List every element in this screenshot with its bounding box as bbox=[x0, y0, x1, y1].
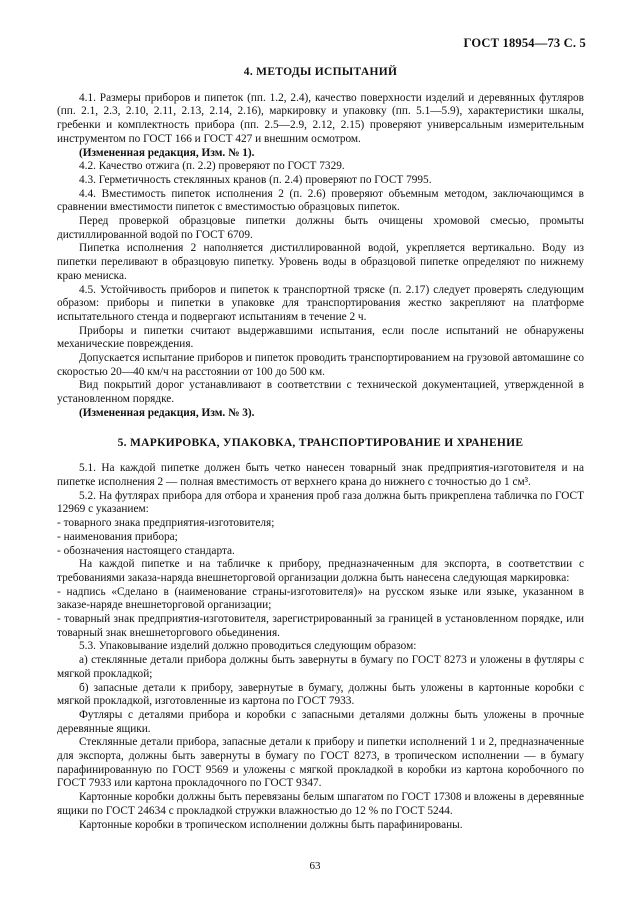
page-header: ГОСТ 18954—73 С. 5 bbox=[463, 36, 586, 50]
page-number: 63 bbox=[309, 860, 321, 872]
revision-note: (Измененная редакция, Изм. № 3). bbox=[79, 406, 255, 419]
paragraph: 5.2. На футлярах прибора для отбора и хранения проб газа должна быть прикреплена табличка по ГОСТ 12969 с указанием: bbox=[57, 489, 584, 516]
paragraph: Перед проверкой образцовые пипетки должны быть очищены хромовой смесью, промыты дистиллированной водой по ГОСТ 6709. bbox=[57, 215, 584, 241]
revision-note: (Измененная редакция, Изм. № 1). bbox=[79, 146, 255, 159]
paragraph: б) запасные детали к прибору, завернутые в бумагу, должны быть уложены в картонные коробки с мягкой прокладкой, изготовленные из картона по ГОСТ 7933. bbox=[57, 681, 584, 708]
paragraph: Допускается испытание приборов и пипеток проводить транспортированием на грузовой автомашине со скоростью 20—40 км/ч на расстоянии от 100 до 500 км. bbox=[57, 352, 584, 378]
paragraph: 4.5. Устойчивость приборов и пипеток к транспортной тряске (п. 2.17) следует проверять следующим образом: приборы и пипетки в упаковке для транспортирования жестко закрепляют на платформе испытательного стенда и подвергают испытаниям в течение 2 ч. bbox=[57, 283, 584, 323]
paragraph: Картонные коробки в тропическом исполнении должны быть парафинированы. bbox=[79, 818, 463, 831]
list-item: - надпись «Сделано в (наименование страны-изготовителя)» на русском языке или языке, указанном в заказе-наряде внешнеторговой организации; bbox=[57, 585, 584, 612]
section-4-title: 4. МЕТОДЫ ИСПЫТАНИЙ bbox=[243, 66, 398, 78]
list-item: - обозначения настоящего стандарта. bbox=[57, 544, 235, 557]
paragraph: Картонные коробки должны быть перевязаны белым шпагатом по ГОСТ 17308 и вложены в деревянные ящики по ГОСТ 24634 с прокладкой стружки влажностью до 12 % по ГОСТ 5244. bbox=[57, 791, 584, 817]
paragraph: 4.4. Вместимость пипеток исполнения 2 (п. 2.6) проверяют объемным методом, заключающимся в сравнении вместимости пипеток с вместимостью образцовых пипеток. bbox=[57, 187, 584, 214]
section-5-title: 5. МАРКИРОВКА, УПАКОВКА, ТРАНСПОРТИРОВАНИЕ И ХРАНЕНИЕ bbox=[117, 436, 524, 449]
list-item: - товарный знак предприятия-изготовителя, зарегистрированный за границей в установленном порядке, или товарный знак внешнеторгового обьединения. bbox=[57, 613, 584, 639]
paragraph: 5.1. На каждой пипетке должен быть четко нанесен товарный знак предприятия-изготовителя и на пипетке исполнения 2 — полная вместимость от верхнего крана до нижнего с точностью до 1 см³. bbox=[57, 462, 584, 488]
list-item: - наименования прибора; bbox=[57, 530, 178, 543]
paragraph: 4.1. Размеры приборов и пипеток (пп. 1.2, 2.4), качество поверхности изделий и деревянных футляров (пп. 2.1, 2.3, 2.10, 2.11, 2.13, 2.14, 2.16), маркировку и упаковку (пп. 5.1—5.9), характеристики шкалы, гребенки и комплектность прибора (пп. 2.5—2.9, 2.12, 2.15) проверяют универсальным измерительным инструментом по ГОСТ 166 и ГОСТ 427 и внешним осмотром. bbox=[57, 91, 584, 145]
paragraph: 5.3. Упаковывание изделий должно проводиться следующим образом: bbox=[79, 640, 417, 653]
paragraph: Вид покрытий дорог устанавливают в соответствии с технической документацией, утвержденной в установленном порядке. bbox=[57, 379, 584, 406]
paragraph: Пипетка исполнения 2 наполняется дистиллированной водой, укрепляется вертикально. Воду из пипетки переливают в образцовую пипетку. Уровень воды в образцовой пипетке определяют по нижнему краю мениска. bbox=[57, 242, 584, 282]
paragraph: Футляры с деталями прибора и коробки с запасными деталями должны быть уложены в прочные деревянные ящики. bbox=[57, 708, 584, 735]
paragraph: 4.2. Качество отжига (п. 2.2) проверяют по ГОСТ 7329. bbox=[79, 160, 345, 173]
paragraph: Приборы и пипетки считают выдержавшими испытания, если после испытаний не обнаружены механические повреждения. bbox=[57, 324, 584, 351]
page-content bbox=[57, 66, 584, 832]
list-item: - товарного знака предприятия-изготовителя; bbox=[57, 517, 275, 530]
paragraph: а) стеклянные детали прибора должны быть завернуты в бумагу по ГОСТ 8273 и уложены в футляры с мягкой прокладкой; bbox=[57, 654, 584, 680]
paragraph: На каждой пипетке и на табличке к прибору, предназначенным для экспорта, в соответствии с требованиями заказа-наряда внешнеторговой организации должна быть нанесена следующая маркировка: bbox=[57, 558, 584, 584]
paragraph: 4.3. Герметичность стеклянных кранов (п. 2.4) проверяют по ГОСТ 7995. bbox=[79, 173, 432, 186]
paragraph: Стеклянные детали прибора, запасные детали к прибору и пипетки исполнений 1 и 2, предназначенные для экспорта, должны быть завернуты в бумагу по ГОСТ 8273, в тропическом исполнении — в бумагу парафинированную по ГОСТ 9569 и уложены с мягкой прокладкой в коробки из картона коробочного по ГОСТ 7933 или картона прокладочного по ГОСТ 9347. bbox=[57, 736, 584, 790]
